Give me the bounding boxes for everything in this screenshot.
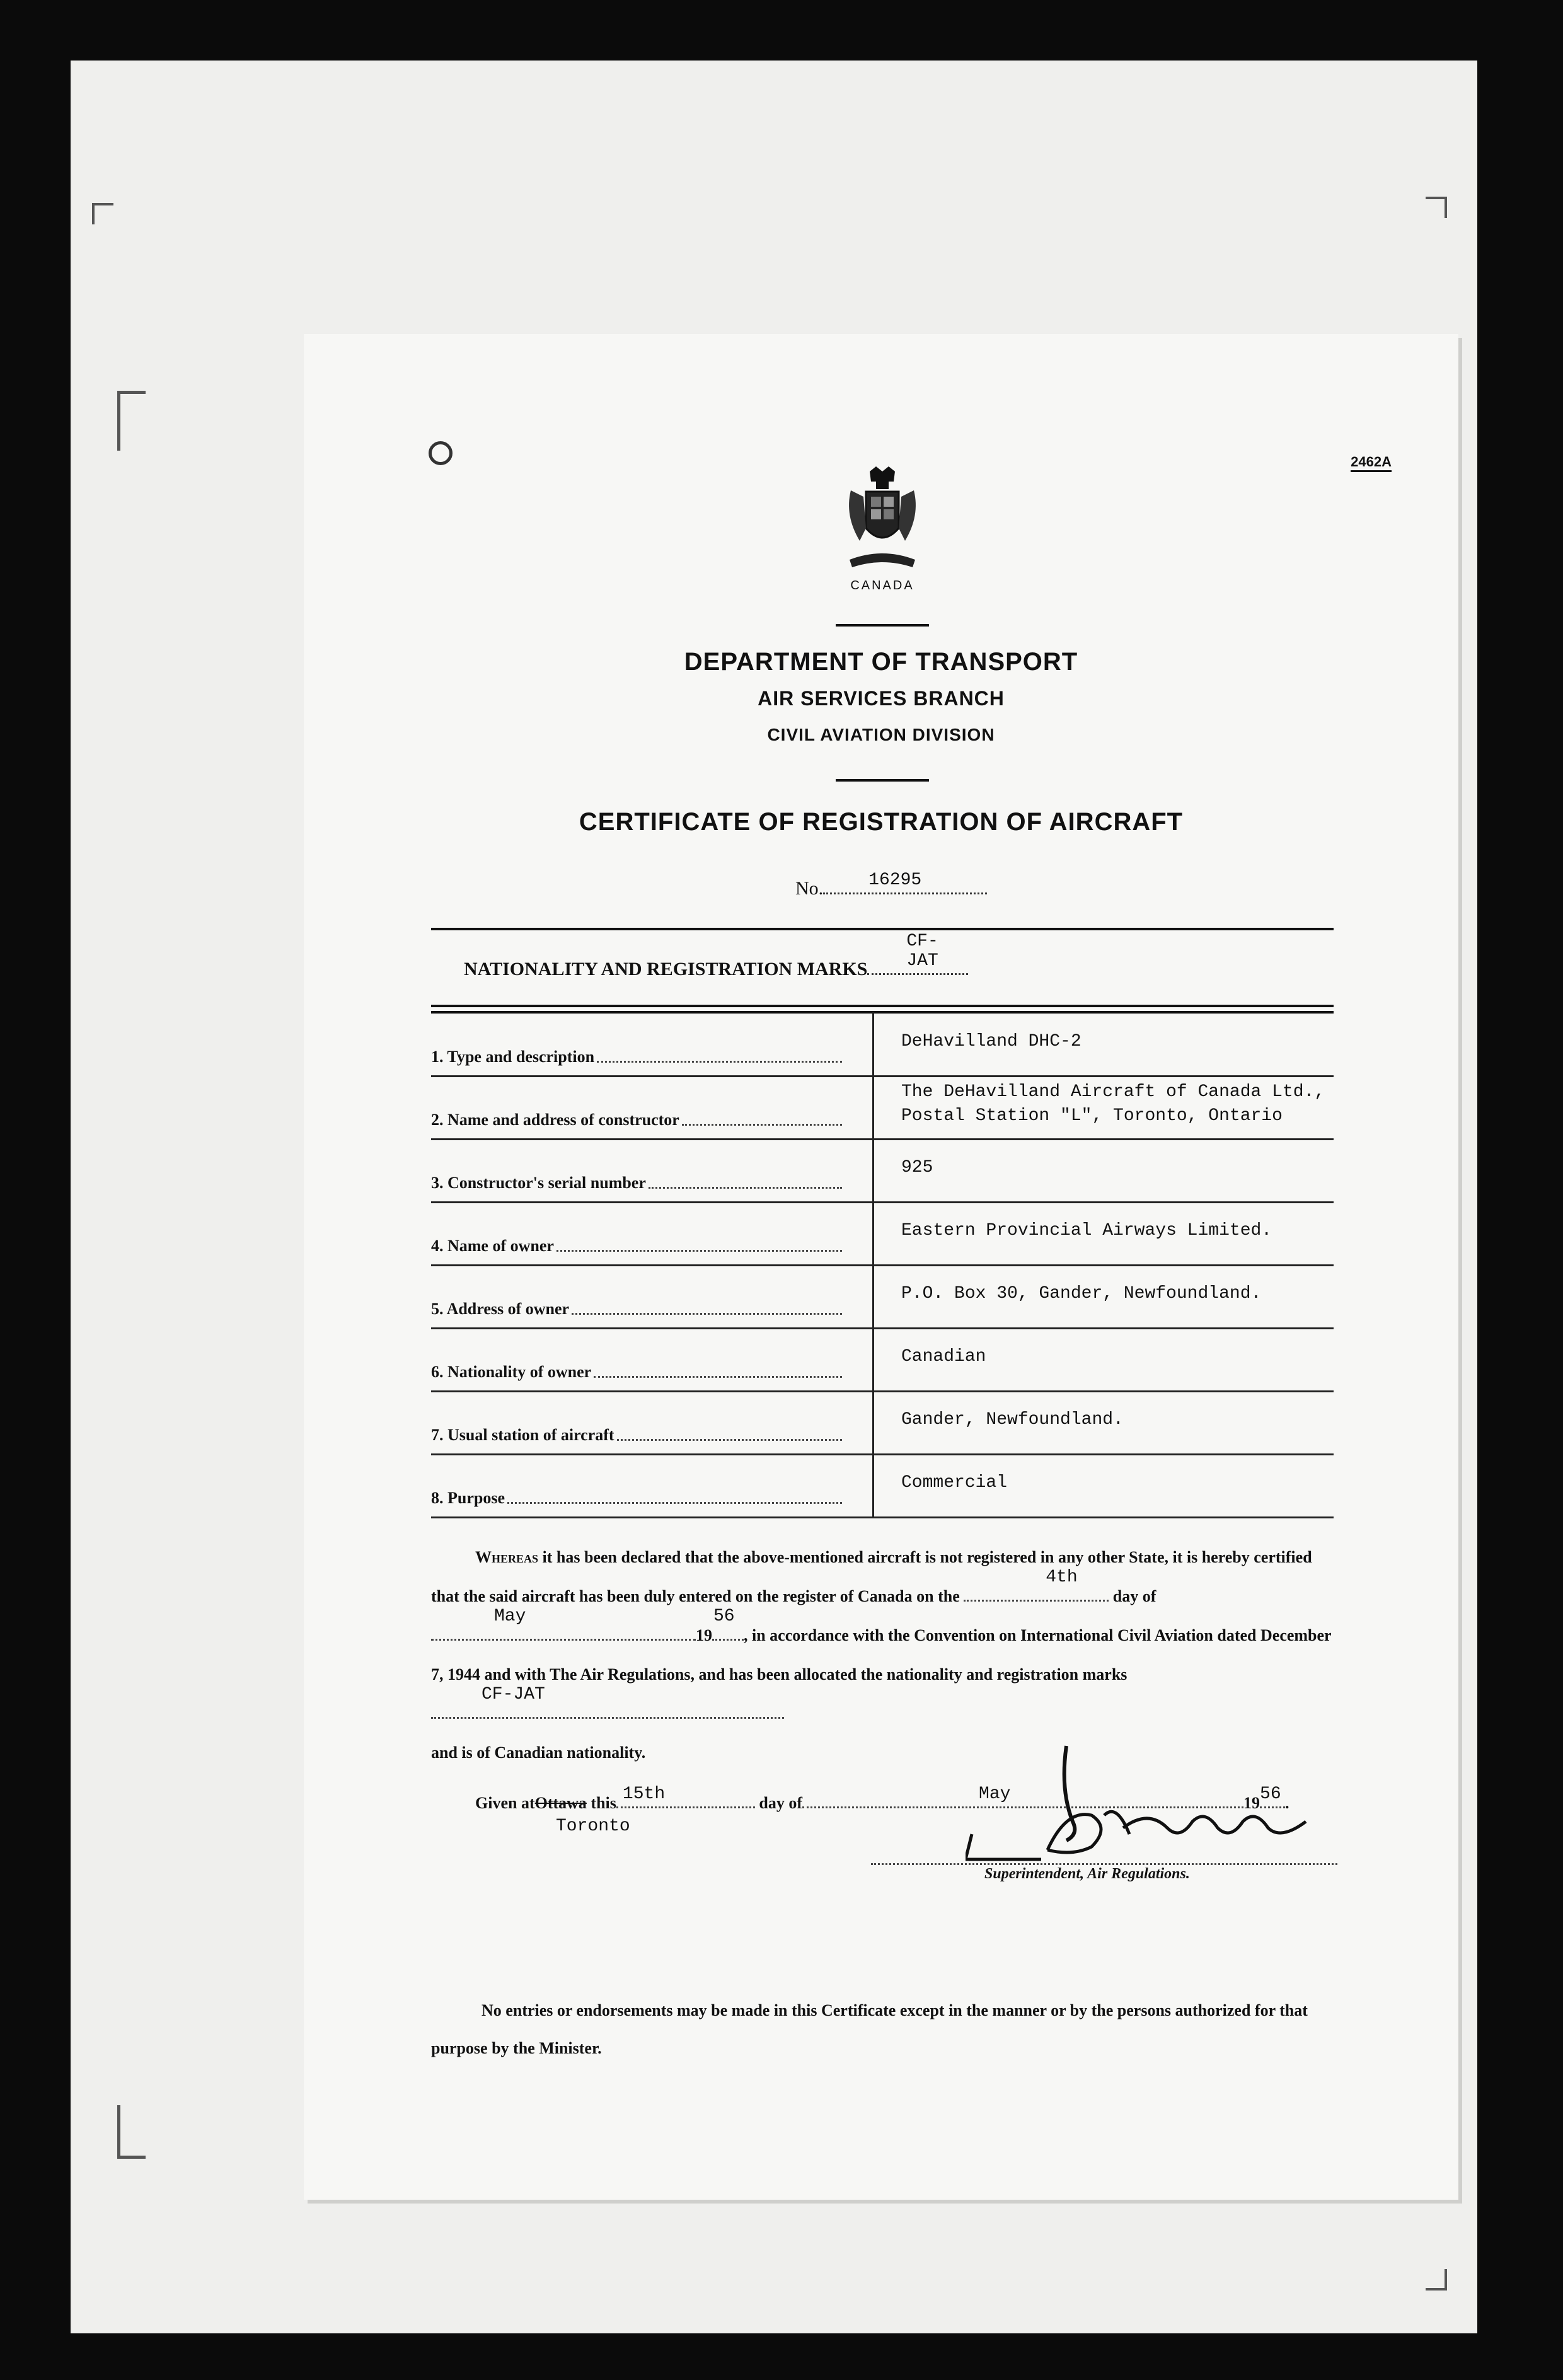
statement-day: 4th: [1046, 1568, 1078, 1587]
form-number: 2462A: [1351, 454, 1392, 472]
canada-coat-of-arms-icon: [838, 465, 926, 572]
row-value: The DeHavilland Aircraft of Canada Ltd., Postal Station "L", Toronto, Ontario: [901, 1082, 1325, 1126]
table-row: [431, 1012, 1334, 1077]
row-value: Commercial: [901, 1473, 1008, 1493]
given-label: Given at: [475, 1794, 535, 1812]
certificate-title: CERTIFICATE OF REGISTRATION OF AIRCRAFT: [579, 808, 1184, 836]
table-row: [431, 1138, 1334, 1203]
divider: [836, 779, 929, 782]
statement-part-3: , in accordance with the Convention on International Civil Aviation dated December 7, 1944 and with The Air Regulations, and has been allocated the nationality and registration marks: [431, 1626, 1332, 1684]
row-label: 3. Constructor's serial number: [431, 1174, 646, 1192]
punch-hole: [429, 441, 453, 465]
frame-bracket: [117, 2105, 146, 2159]
given-this: this: [591, 1794, 616, 1812]
table-row: [431, 1075, 1334, 1140]
statement-part-2: day of: [1112, 1587, 1156, 1605]
statement-paragraph: [431, 1538, 1334, 1772]
row-value: P.O. Box 30, Gander, Newfoundland.: [901, 1284, 1262, 1303]
nationality-value: CF-JAT: [906, 932, 938, 971]
row-label: 7. Usual station of aircraft: [431, 1426, 614, 1444]
table-row: [431, 1201, 1334, 1266]
row-value: 925: [901, 1158, 933, 1177]
statement-month: May: [494, 1607, 526, 1626]
footer-notice: No entries or endorsements may be made in this Certificate except in the manner or by the persons authorized for that purpose by the Minister.: [431, 2001, 1308, 2057]
row-value: Canadian: [901, 1347, 986, 1366]
certificate-sheet: [304, 334, 1458, 2200]
table-row: [431, 1327, 1334, 1392]
department-heading: DEPARTMENT OF TRANSPORT: [684, 648, 1078, 676]
table-row: [431, 1390, 1334, 1455]
divider: [431, 1005, 1334, 1007]
certificate-number-label: No.: [795, 878, 824, 899]
certificate-number-value: 16295: [868, 870, 922, 890]
nationality-label: NATIONALITY AND REGISTRATION MARKS: [464, 959, 868, 979]
row-label: 8. Purpose: [431, 1489, 505, 1507]
row-label: 6. Nationality of owner: [431, 1363, 592, 1381]
row-label: 4. Name of owner: [431, 1237, 554, 1255]
given-line: Given atOttawa this 15th day of May 19 56 .: [475, 1784, 1289, 1812]
given-year: 56: [1260, 1784, 1281, 1804]
row-value: Eastern Provincial Airways Limited.: [901, 1221, 1272, 1240]
table-row: [431, 1453, 1334, 1518]
row-value: DeHavilland DHC-2: [901, 1032, 1081, 1051]
given-place: Toronto: [556, 1817, 630, 1836]
statement-year: 56: [713, 1607, 735, 1626]
table-row: [431, 1264, 1334, 1329]
divider: [431, 928, 1334, 930]
given-day-of: day of: [759, 1794, 803, 1812]
given-struck-place: Ottawa: [534, 1794, 587, 1812]
statement-part-1: it has been declared that the above-mentioned aircraft is not registered in any other State, it is hereby certified that the said aircraft has been duly entered on the register of Canada on the: [431, 1548, 1312, 1605]
given-month: May: [979, 1784, 1011, 1804]
row-value: Gander, Newfoundland.: [901, 1410, 1124, 1430]
row-label: 1. Type and description: [431, 1048, 595, 1066]
signature-line: [871, 1863, 1337, 1865]
superintendent-signature: [966, 1740, 1318, 1866]
frame-corner: [1426, 197, 1447, 218]
frame-corner: [92, 203, 113, 224]
given-year-prefix: 19: [1243, 1794, 1260, 1812]
row-label: 2. Name and address of constructor: [431, 1111, 679, 1129]
row-label: 5. Address of owner: [431, 1300, 570, 1318]
signatory-title: Superintendent, Air Regulations.: [984, 1866, 1190, 1882]
statement-part-4: and is of Canadian nationality.: [431, 1743, 646, 1762]
crest-label: CANADA: [850, 579, 914, 592]
branch-heading: AIR SERVICES BRANCH: [758, 687, 1005, 710]
division-heading: CIVIL AVIATION DIVISION: [767, 725, 995, 744]
frame-bracket: [117, 391, 146, 451]
statement-year-prefix: 19: [696, 1626, 712, 1644]
certificate-number: [795, 870, 987, 899]
nationality-marks: [464, 932, 968, 980]
frame-corner: [1426, 2269, 1447, 2290]
whereas-word: Whereas: [475, 1548, 539, 1566]
given-day: 15th: [622, 1784, 666, 1804]
statement-marks: CF-JAT: [482, 1685, 545, 1704]
divider: [836, 624, 929, 627]
